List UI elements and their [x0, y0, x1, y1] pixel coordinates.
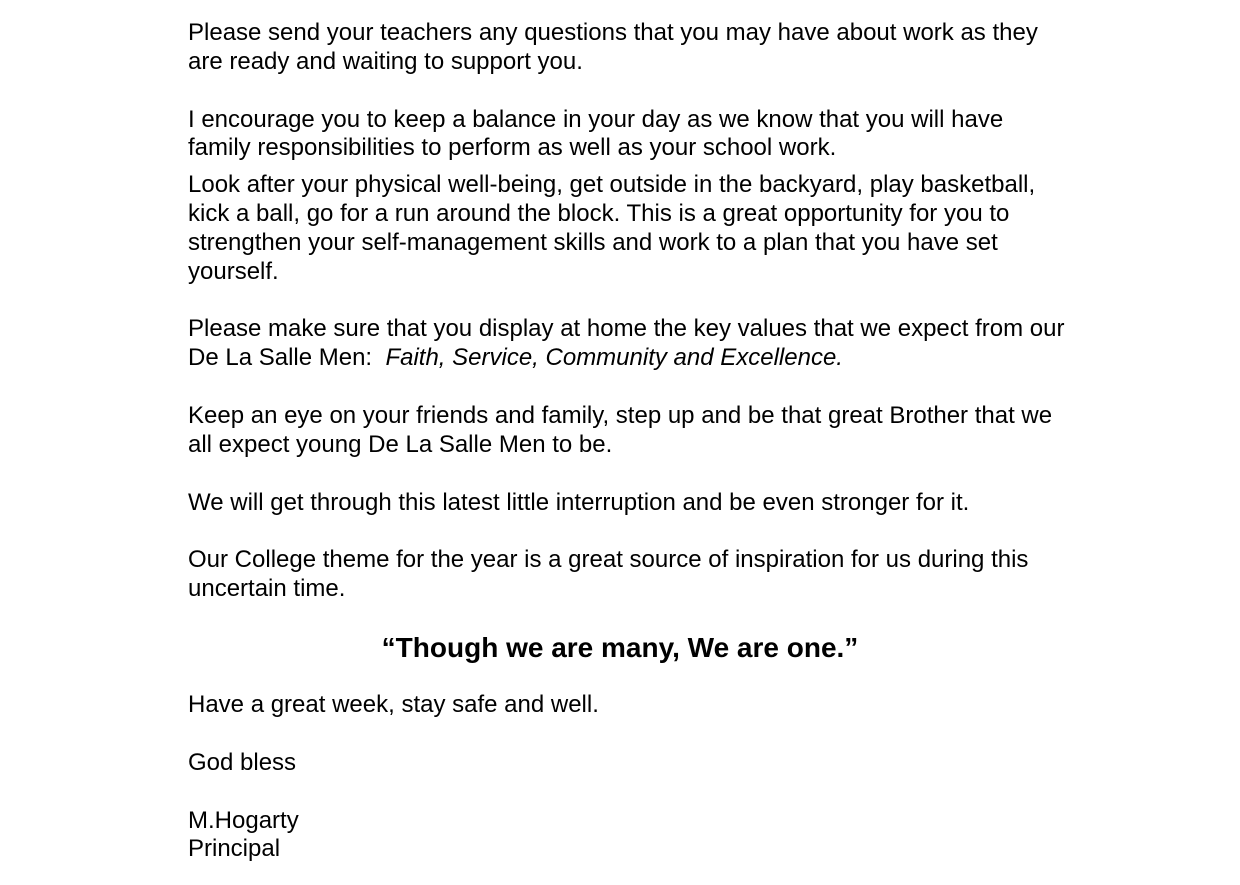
letter-body — [188, 19, 1068, 864]
key-values-list: Faith, Service, Community and Excellence. — [385, 344, 843, 372]
college-theme-quote: “Though we are many, We are one.” — [381, 631, 859, 663]
blessing-line: God bless — [188, 748, 297, 776]
closing-line: Have a great week, stay safe and well. — [188, 690, 599, 718]
paragraph-interruption: We will get through this latest little interruption and be even stronger for it. — [188, 488, 970, 516]
paragraph-college-theme: Our College theme for the year is a great source of inspiration for us during this uncertain time. — [188, 546, 1029, 603]
paragraph-balance: I encourage you to keep a balance in your day as we know that you will have family responsibilities to perform as well as your school work. — [188, 105, 1004, 162]
paragraph-friends-family: Keep an eye on your friends and family, step up and be that great Brother that we all expect young De La Salle Men to be. — [188, 401, 1053, 458]
paragraph-teacher-questions: Please send your teachers any questions that you may have about work as they are ready and waiting to support you. — [188, 19, 1038, 75]
paragraph-key-values — [188, 315, 1068, 373]
key-values-intro: Please make sure that you display at home the key values that we expect from our De La Salle Men: — [188, 315, 1065, 372]
signature-name: M.Hogarty — [188, 806, 299, 834]
paragraph-physical-wellbeing: Look after your physical well-being, get outside in the backyard, play basketball, kick a ball, go for a run around the block. This is a great opportunity for you to strengthen your self-management skills and work to a plan that you have set yourself. — [188, 171, 1036, 285]
signature-title: Principal — [188, 835, 281, 863]
